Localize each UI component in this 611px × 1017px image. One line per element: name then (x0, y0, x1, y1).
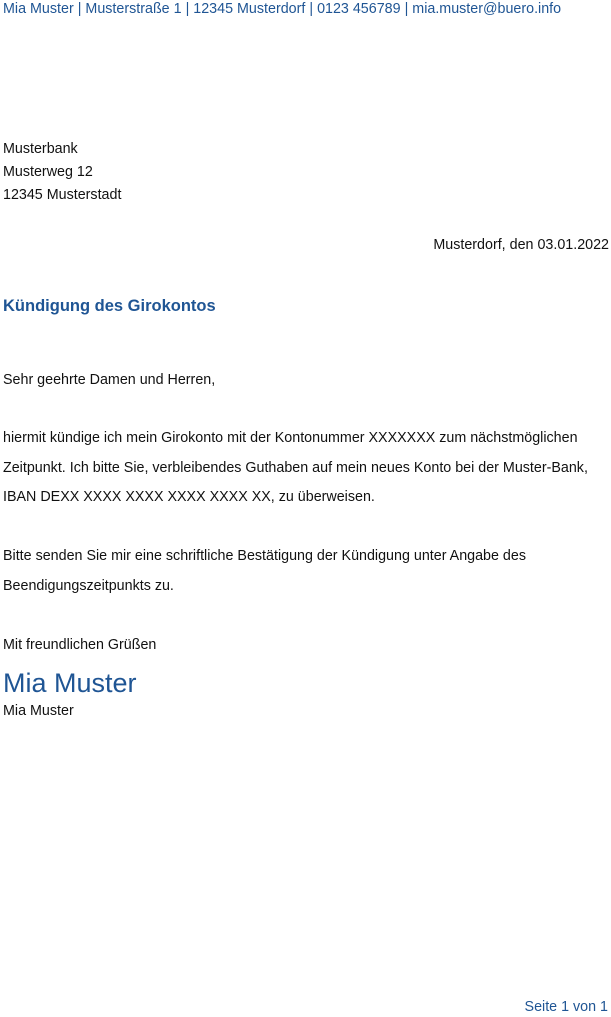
body-paragraph-1 (3, 424, 588, 513)
paragraph-line: Bitte senden Sie mir eine schriftliche Bestätigung der Kündigung unter Angabe des (3, 548, 526, 564)
body-paragraph-2 (3, 542, 526, 601)
subject-heading: Kündigung des Girokontos (3, 297, 216, 315)
letterhead-contact-line (3, 0, 561, 18)
separator: | (404, 1, 409, 17)
sender-street: Musterstraße 1 (85, 1, 182, 17)
date-line: Musterdorf, den 03.01.2022 (433, 237, 609, 253)
sender-phone: 0123 456789 (317, 1, 401, 17)
recipient-line-1: Musterbank (3, 141, 78, 157)
sender-city: 12345 Musterdorf (193, 1, 306, 17)
paragraph-line: IBAN DEXX XXXX XXXX XXXX XXXX XX, zu überweisen. (3, 489, 375, 505)
recipient-line-3: 12345 Musterstadt (3, 187, 122, 203)
separator: | (77, 1, 82, 17)
paragraph-line: Beendigungszeitpunkts zu. (3, 577, 174, 594)
separator: | (309, 1, 314, 17)
page-number: Seite 1 von 1 (524, 999, 608, 1015)
paragraph-line: Zeitpunkt. Ich bitte Sie, verbleibendes Guthaben auf mein neues Konto bei der Muster-Bank, (3, 459, 588, 476)
signature: Mia Muster (3, 668, 137, 698)
sender-name: Mia Muster (3, 1, 74, 17)
recipient-line-2: Musterweg 12 (3, 164, 93, 180)
signature-printed-name: Mia Muster (3, 703, 74, 719)
recipient-address (3, 138, 121, 207)
paragraph-line: hiermit kündige ich mein Girokonto mit der Kontonummer XXXXXXX zum nächstmöglichen (3, 430, 578, 446)
closing-formula: Mit freundlichen Grüßen (3, 637, 157, 653)
sender-email: mia.muster@buero.info (412, 1, 562, 17)
separator: | (185, 1, 190, 17)
salutation: Sehr geehrte Damen und Herren, (3, 372, 216, 388)
